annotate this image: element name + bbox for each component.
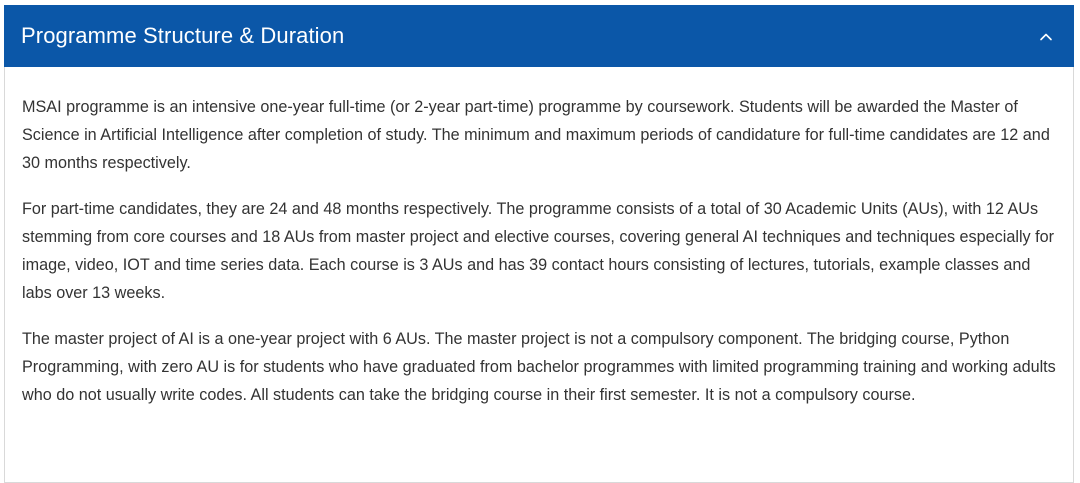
paragraph-master-project: The master project of AI is a one-year project with 6 AUs. The master project is not a compulsory component. The bridging course, Python Programming, with zero AU is for students who have graduated from bachelor programmes with limited programming training and working adults who do not usually write codes. All students can take the bridging course in their first semester. It is not a compulsory course.: [22, 330, 1056, 404]
accordion-title: Programme Structure & Duration: [21, 22, 345, 48]
accordion-header[interactable]: [4, 5, 1074, 67]
accordion-content: [22, 93, 1062, 427]
paragraph-duration: MSAI programme is an intensive one-year full-time (or 2-year part-time) programme by coursework. Students will be awarded the Master of Science in Artificial Intelligence after completion of study. The minimum and maximum periods of candidature for full-time candidates are 12 and 30 months respectively.: [22, 98, 1050, 172]
accordion-panel: [4, 5, 1074, 483]
paragraph-structure: For part-time candidates, they are 24 and 48 months respectively. The programme consists of a total of 30 Academic Units (AUs), with 12 AUs stemming from core courses and 18 AUs from master project and elective courses, covering general AI techniques and techniques especially for image, video, IOT and time series data. Each course is 3 AUs and has 39 contact hours consisting of lectures, tutorials, example classes and labs over 13 weeks.: [22, 200, 1055, 302]
chevron-up-icon[interactable]: [1036, 26, 1056, 46]
